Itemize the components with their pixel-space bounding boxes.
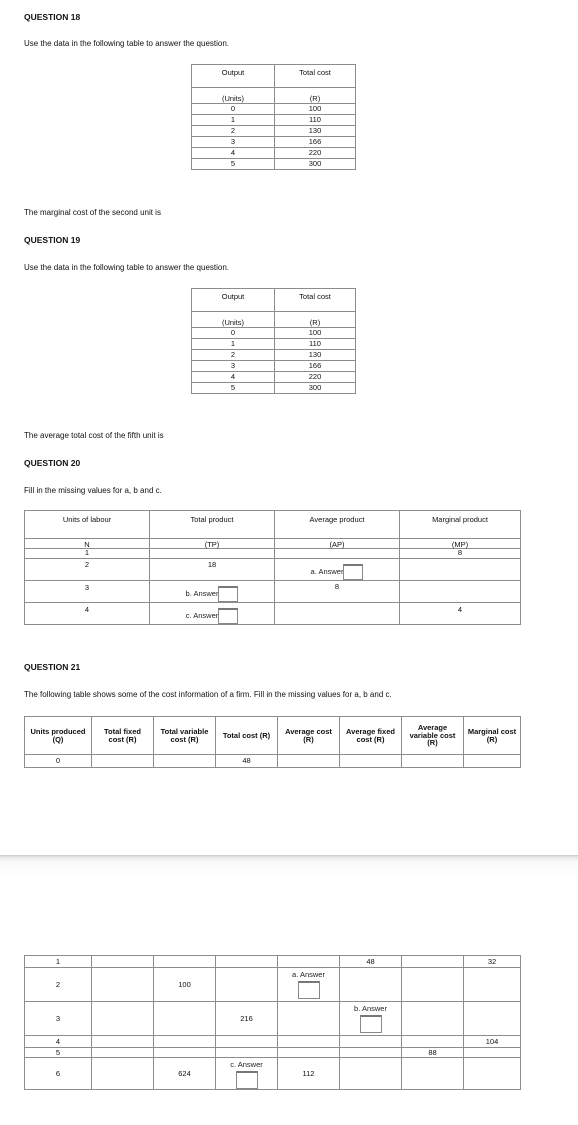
q21-table-bottom [24, 955, 521, 1090]
q19-title: QUESTION 19 [24, 235, 81, 245]
q21-header-mc: Marginal cost (R) [464, 717, 521, 755]
q20-answer-c-input[interactable] [218, 608, 238, 624]
table-cell: 104 [464, 1036, 521, 1048]
table-cell: 32 [464, 956, 521, 968]
q20-table [24, 510, 521, 625]
q20-unit-tp: (TP) [150, 539, 275, 549]
q21-answer-b-input[interactable] [360, 1015, 382, 1033]
q20-unit-mp: (MP) [400, 539, 521, 549]
q19-table [191, 288, 356, 394]
q19-question: The average total cost of the fifth unit is [24, 431, 164, 440]
q21-header-q: Units produced (Q) [25, 717, 92, 755]
table-cell: 3 [192, 137, 275, 148]
q20-a-label: a. Answer [310, 566, 344, 576]
q21-answer-a-input[interactable] [298, 981, 320, 999]
table-cell [464, 1002, 521, 1036]
table-cell: 300 [275, 159, 356, 170]
table-cell: 1 [192, 339, 275, 350]
table-cell: 5 [25, 1048, 92, 1058]
table-cell [154, 755, 216, 768]
q19-col2-header: Total cost [275, 289, 356, 312]
table-cell: 166 [275, 137, 356, 148]
q21-a-label: a. Answer [292, 970, 325, 979]
q19-col2-unit: (R) [275, 312, 356, 328]
table-cell [340, 1058, 402, 1090]
q21-header-tfc: Total fixed cost (R) [92, 717, 154, 755]
table-cell: 0 [192, 328, 275, 339]
q19-col1-unit: (Units) [192, 312, 275, 328]
table-cell [402, 1036, 464, 1048]
table-cell [278, 1002, 340, 1036]
table-cell [340, 968, 402, 1002]
table-cell: 110 [275, 115, 356, 126]
table-cell: 48 [216, 755, 278, 768]
q21-answer-b-cell [340, 1002, 402, 1036]
q18-col2-header: Total cost [275, 65, 356, 88]
q20-instruction: Fill in the missing values for a, b and c. [24, 486, 162, 495]
table-cell: 4 [25, 1036, 92, 1048]
table-cell [154, 1048, 216, 1058]
table-cell: 4 [192, 372, 275, 383]
table-cell [150, 549, 275, 559]
table-cell [402, 968, 464, 1002]
table-cell: 2 [25, 968, 92, 1002]
q20-answer-a-cell [275, 559, 400, 581]
q20-header-labour: Units of labour [25, 511, 150, 539]
table-cell [464, 755, 521, 768]
table-cell: 130 [275, 350, 356, 361]
table-cell [92, 1058, 154, 1090]
q20-answer-b-input[interactable] [218, 586, 238, 602]
table-cell [464, 968, 521, 1002]
q21-answer-c-input[interactable] [236, 1071, 258, 1089]
table-cell [278, 956, 340, 968]
q20-b-label: b. Answer [185, 588, 219, 598]
table-cell: 166 [275, 361, 356, 372]
table-cell [464, 1058, 521, 1090]
table-cell: 0 [25, 755, 92, 768]
table-cell [154, 1036, 216, 1048]
q18-table [191, 64, 356, 170]
table-cell [216, 968, 278, 1002]
table-cell: 5 [192, 159, 275, 170]
table-cell: 100 [275, 328, 356, 339]
q21-header-avc: Average variable cost (R) [402, 717, 464, 755]
q21-header-tvc: Total variable cost (R) [154, 717, 216, 755]
q20-unit-ap: (AP) [275, 539, 400, 549]
table-cell [92, 1048, 154, 1058]
table-cell [340, 755, 402, 768]
q20-header-ap: Average product [275, 511, 400, 539]
table-cell: 2 [192, 350, 275, 361]
table-cell [402, 956, 464, 968]
table-cell: 2 [192, 126, 275, 137]
table-cell: 4 [25, 603, 150, 625]
table-cell: 4 [400, 603, 521, 625]
q18-title: QUESTION 18 [24, 12, 81, 22]
table-cell: 110 [275, 339, 356, 350]
table-cell: 88 [402, 1048, 464, 1058]
q20-header-mp: Marginal product [400, 511, 521, 539]
table-cell [402, 755, 464, 768]
table-cell [278, 755, 340, 768]
table-cell: 8 [275, 581, 400, 603]
table-cell: 3 [192, 361, 275, 372]
table-cell: 0 [192, 104, 275, 115]
q21-c-label: c. Answer [230, 1060, 263, 1069]
q18-col1-unit: (Units) [192, 88, 275, 104]
table-cell: 220 [275, 372, 356, 383]
table-cell: 1 [192, 115, 275, 126]
table-cell: 8 [400, 549, 521, 559]
table-cell: 112 [278, 1058, 340, 1090]
q20-c-label: c. Answer [185, 610, 219, 620]
q21-header-afc: Average fixed cost (R) [340, 717, 402, 755]
table-cell [275, 549, 400, 559]
table-cell [464, 1048, 521, 1058]
q20-answer-b-cell [150, 581, 275, 603]
table-cell: 300 [275, 383, 356, 394]
table-cell: 2 [25, 559, 150, 581]
table-cell [92, 1036, 154, 1048]
table-cell [92, 755, 154, 768]
table-cell: 220 [275, 148, 356, 159]
table-cell: 216 [216, 1002, 278, 1036]
table-cell [278, 1048, 340, 1058]
q20-title: QUESTION 20 [24, 458, 81, 468]
table-cell: 100 [154, 968, 216, 1002]
q21-answer-c-cell [216, 1058, 278, 1090]
q20-answer-a-input[interactable] [343, 564, 363, 580]
q20-unit-n: N [25, 539, 150, 549]
q18-col2-unit: (R) [275, 88, 356, 104]
table-cell: 18 [150, 559, 275, 581]
q21-table-top [24, 716, 521, 768]
q18-col1-header: Output [192, 65, 275, 88]
table-cell [400, 559, 521, 581]
q21-answer-a-cell [278, 968, 340, 1002]
table-cell: 6 [25, 1058, 92, 1090]
table-cell [340, 1036, 402, 1048]
table-cell: 100 [275, 104, 356, 115]
table-cell: 5 [192, 383, 275, 394]
table-cell [216, 1048, 278, 1058]
table-cell: 1 [25, 549, 150, 559]
table-cell [216, 1036, 278, 1048]
q19-col1-header: Output [192, 289, 275, 312]
q19-instruction: Use the data in the following table to answer the question. [24, 263, 230, 272]
table-cell: 130 [275, 126, 356, 137]
table-cell [216, 956, 278, 968]
q21-instruction: The following table shows some of the cost information of a firm. Fill in the missing values for a, b and c. [24, 690, 392, 699]
table-cell: 4 [192, 148, 275, 159]
q21-b-label: b. Answer [354, 1004, 387, 1013]
table-cell [154, 956, 216, 968]
table-cell [154, 1002, 216, 1036]
table-cell: 3 [25, 581, 150, 603]
table-cell [275, 603, 400, 625]
table-cell [400, 581, 521, 603]
table-cell [278, 1036, 340, 1048]
table-cell: 624 [154, 1058, 216, 1090]
table-cell [92, 1002, 154, 1036]
table-cell: 48 [340, 956, 402, 968]
q21-header-tc: Total cost (R) [216, 717, 278, 755]
q20-header-tp: Total product [150, 511, 275, 539]
q20-answer-c-cell [150, 603, 275, 625]
table-cell: 1 [25, 956, 92, 968]
q21-header-ac: Average cost (R) [278, 717, 340, 755]
q18-question: The marginal cost of the second unit is [24, 208, 161, 217]
table-cell: 3 [25, 1002, 92, 1036]
q18-instruction: Use the data in the following table to answer the question. [24, 39, 230, 48]
q21-title: QUESTION 21 [24, 662, 81, 672]
table-cell [340, 1048, 402, 1058]
page-break-divider [0, 855, 578, 878]
table-cell [92, 968, 154, 1002]
table-cell [402, 1002, 464, 1036]
table-cell [92, 956, 154, 968]
table-cell [402, 1058, 464, 1090]
